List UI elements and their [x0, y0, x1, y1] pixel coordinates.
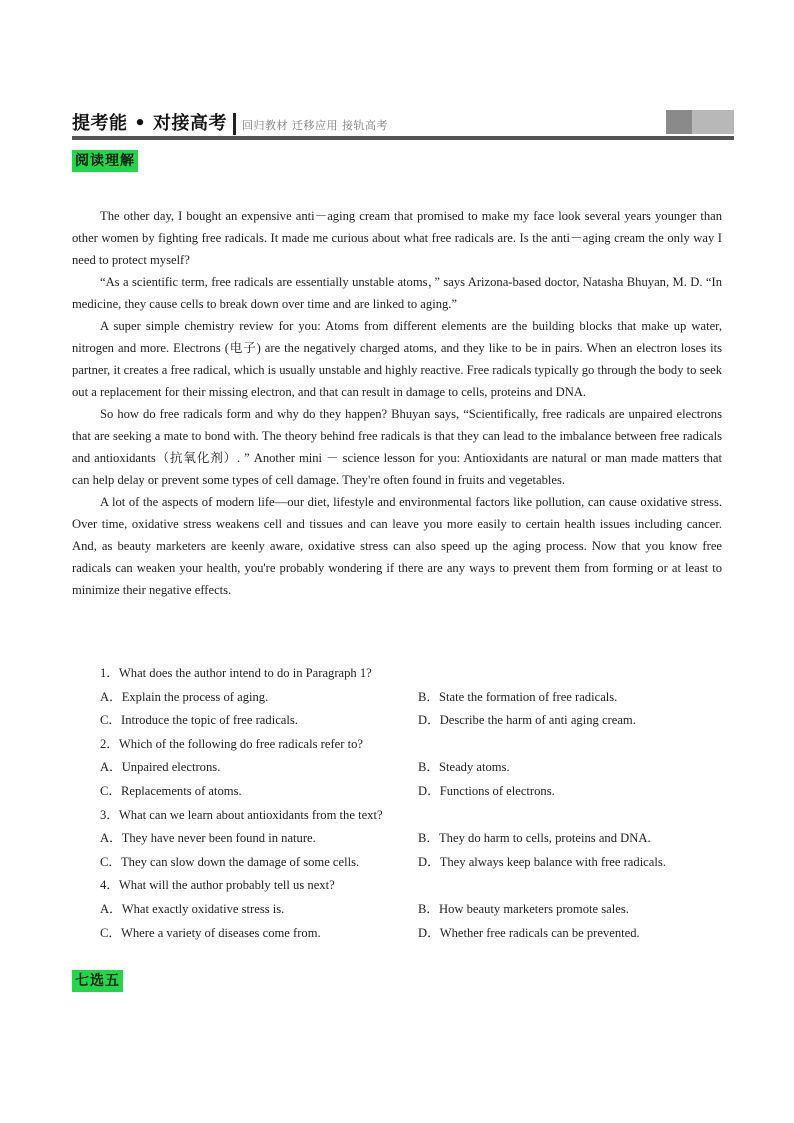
option-c: C．Where a variety of diseases come from. — [100, 925, 321, 940]
question-3 — [100, 804, 730, 875]
header-rule — [72, 136, 734, 140]
option-b: B．State the formation of free radicals. — [418, 689, 618, 704]
option-a: A．They have never been found in nature. — [100, 831, 316, 846]
option-b: B．They do harm to cells, proteins and DNA. — [418, 831, 651, 846]
option-d: D．Describe the harm of anti aging cream. — [418, 713, 636, 728]
question-1 — [100, 662, 730, 733]
question-stem: 3．What can we learn about antioxidants from the text? — [100, 807, 383, 822]
article-paragraph-3: A super simple chemistry review for you: Atoms from different elements are the building blocks that make up water, nitrogen and more. Electrons (电子) are the negatively charged atoms, and they like to be in pairs. When an electron loses its partner, it creates a free radical, which is usually unstable and highly reactive. Free radicals typically go through the body to seek out a replacement for their missing electron, and that can result in damage to cells, proteins and DNA. — [72, 319, 722, 399]
question-stem: 1．What does the author intend to do in Paragraph 1? — [100, 666, 372, 680]
page-header — [72, 110, 734, 136]
option-d: D．They always keep balance with free radicals. — [418, 854, 666, 869]
option-c: C．Introduce the topic of free radicals. — [100, 713, 298, 728]
header-decor-dark-block — [666, 110, 692, 134]
question-stem: 4．What will the author probably tell us next? — [100, 878, 335, 893]
option-d: D．Whether free radicals can be prevented. — [418, 925, 640, 940]
option-d: D．Functions of electrons. — [418, 783, 555, 798]
section-tag-reading: 阅读理解 — [72, 150, 138, 172]
option-b: B．Steady atoms. — [418, 760, 510, 775]
header-subtitle: 回归教材 迁移应用 接轨高考 — [242, 119, 389, 132]
section-tag-seven-five: 七选五 — [72, 970, 123, 992]
article-paragraph-1: The other day, I bought an expensive anti－aging cream that promised to make my face look several years younger than other women by fighting free radicals. It made me curious about what free radicals are. Is the anti－aging cream the only way I need to protect myself? — [72, 209, 722, 267]
option-c: C．They can slow down the damage of some cells. — [100, 854, 360, 869]
header-decor-light-block — [692, 110, 734, 134]
article-paragraph-4: So how do free radicals form and why do they happen? Bhuyan says, “Scientifically, free radicals are unpaired electrons that are seeking a mate to bond with. The theory behind free radicals is that they can lead to the imbalance between free radicals and antioxidants（抗氧化剂）. ” Another mini － science lesson for you: Antioxidants are natural or man made matters that can help delay or prevent some types of cell damage. They're often found in fruits and vegetables. — [72, 407, 722, 487]
question-stem: 2．Which of the following do free radicals refer to? — [100, 736, 363, 751]
article-paragraph-2: “As a scientific term, free radicals are essentially unstable atoms，” says Arizona-based doctor, Natasha Bhuyan, M. D. “In medicine, they cause cells to break down over time and are linked to aging.” — [72, 275, 722, 311]
option-a: A．Explain the process of aging. — [100, 689, 269, 704]
option-b: B．How beauty marketers promote sales. — [418, 901, 629, 916]
question-4 — [100, 874, 730, 945]
header-title: 提考能 • 对接高考 — [72, 113, 228, 134]
question-list — [100, 662, 730, 945]
option-a: A．Unpaired electrons. — [100, 760, 221, 775]
option-a: A．What exactly oxidative stress is. — [100, 901, 285, 916]
reading-article — [72, 205, 722, 601]
article-paragraph-5: A lot of the aspects of modern life—our diet, lifestyle and environmental factors like pollution, can cause oxidative stress. Over time, oxidative stress weakens cell and tissues and can leave you more easily to certain health issues including cancer. And, as beauty marketers are keenly aware, oxidative stress can also speed up the aging process. Now that you know free radicals can weaken your health, you're probably wondering if there are any ways to prevent them from forming or at least to minimize their negative effects. — [72, 495, 722, 597]
header-divider — [233, 113, 236, 135]
question-2 — [100, 733, 730, 804]
option-c: C．Replacements of atoms. — [100, 783, 242, 798]
